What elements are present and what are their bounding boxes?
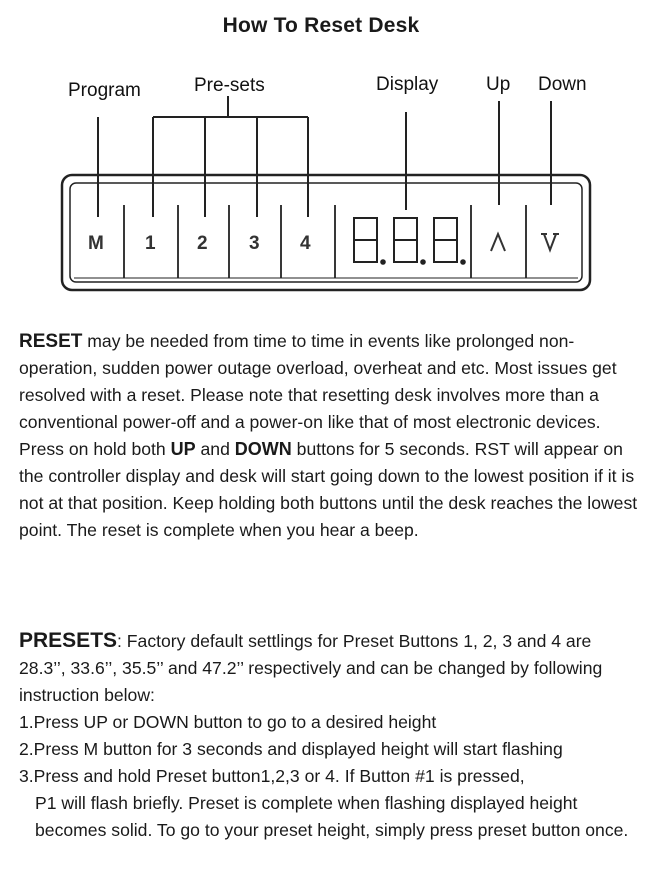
presets-label: Pre-sets — [194, 75, 265, 96]
presets-keyword: PRESETS — [19, 629, 118, 652]
presets-intro-text: : Factory default settlings for Preset Buttons 1, 2, 3 and 4 are 28.3’’, 33.6’’, 35.5’’ and 47.2’’ respectively and can be changed by following instruction below: — [19, 631, 603, 705]
preset-1-button: 1 — [145, 233, 156, 254]
reset-instr-text: Press on hold both — [19, 439, 171, 459]
preset-4-button: 4 — [300, 233, 311, 254]
presets-step-3-continued: P1 will flash briefly. Preset is complete when flashing displayed height becomes solid. To go to your preset height, simply press preset button once. — [35, 793, 629, 840]
preset-3-button: 3 — [249, 233, 260, 254]
up-label: Up — [486, 74, 511, 95]
controller-panel — [62, 175, 590, 290]
reset-paragraph — [19, 328, 639, 436]
segment-display — [354, 218, 465, 264]
controller-diagram — [0, 60, 620, 295]
down-keyword: DOWN — [234, 439, 292, 459]
page-title: How To Reset Desk — [222, 14, 420, 37]
display-label: Display — [376, 74, 439, 95]
presets-step-2: 2.Press M button for 3 seconds and displayed height will start flashing — [19, 739, 563, 759]
up-keyword: UP — [170, 439, 196, 459]
down-arrow-icon — [541, 234, 559, 250]
reset-keyword: RESET — [19, 331, 83, 352]
presets-intro — [19, 627, 639, 709]
program-label: Program — [68, 80, 141, 101]
presets-step-1: 1.Press UP or DOWN button to go to a desired height — [19, 712, 437, 732]
reset-instructions — [19, 436, 639, 544]
reset-section — [19, 328, 639, 544]
up-arrow-icon — [491, 234, 505, 251]
reset-instr-text: buttons for 5 seconds. RST will appear on the controller display and desk will start going down to the lowest position if it is not at that position. Keep holding both buttons until the desk reaches the lowest point. The reset is complete when you hear a beep. — [19, 439, 638, 540]
leader-lines — [98, 96, 551, 217]
reset-description: may be needed from time to time in events like prolonged non-operation, sudden power outage overload, overheat and etc. Most issues get resolved with a reset. Please note that resetting desk involves more than a conventional power-off and a power-on like that of most electronic devices. — [19, 331, 617, 432]
reset-instr-text: and — [195, 439, 235, 459]
down-label: Down — [538, 74, 587, 95]
program-button: M — [88, 233, 104, 254]
preset-2-button: 2 — [197, 233, 208, 254]
presets-section — [19, 627, 639, 844]
presets-step-3: 3.Press and hold Preset button1,2,3 or 4. If Button #1 is pressed, — [19, 766, 525, 786]
